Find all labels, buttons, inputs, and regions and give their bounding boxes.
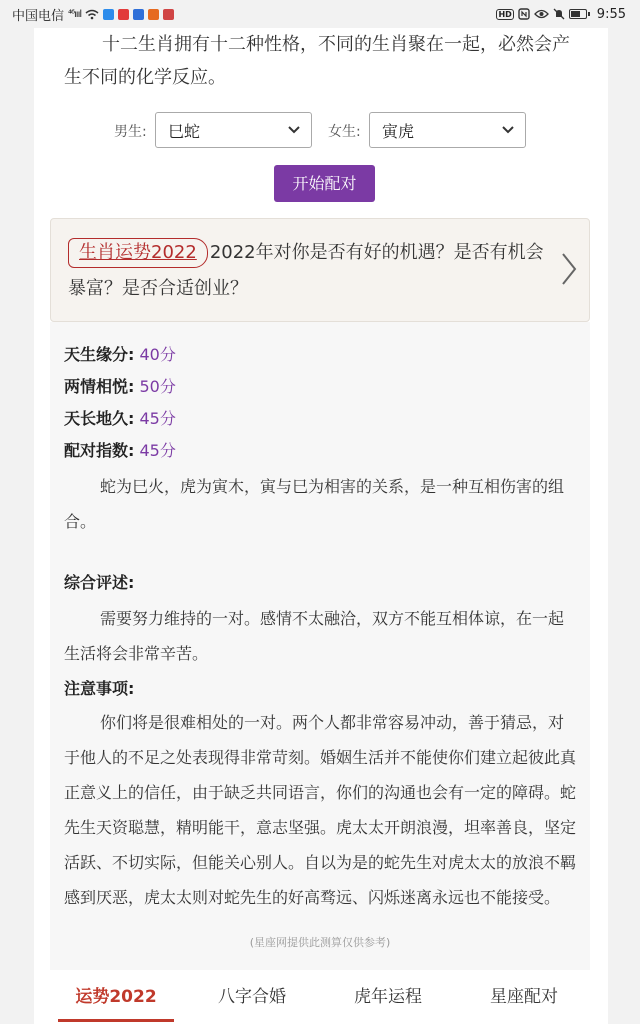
app-notification-icon <box>133 9 144 20</box>
female-zodiac-value: 寅虎 <box>382 122 415 141</box>
status-bar <box>0 0 640 28</box>
summary-text: 需要努力维持的一对。感情不太融洽，双方不能互相体谅，在一起生活将会非常辛苦。 <box>64 609 565 663</box>
hd-badge: HD <box>498 9 512 19</box>
score-item <box>64 339 176 371</box>
score-item <box>64 435 176 467</box>
score-value: 50分 <box>139 377 176 396</box>
notes-text: 你们将是很难相处的一对。两个人都非常容易冲动，善于猜忌，对于他人的不足之处表现得非常苛刻。婚姻生活并不能使你们建立起彼此真正意义上的信任，由于缺乏共同语言，你们的沟通也会有一定的障碍。蛇先生天资聪慧，精明能干，意志坚强。虎太太开朗浪漫，坦率善良，坚定活跃、不切实际，但能关心别人。自以为是的蛇先生对虎太太的放浪不羁感到厌恶，虎太太则对蛇先生的好高骛远、闪烁迷离永远也不能接受。 <box>64 713 577 907</box>
score-label: 天生缘分: <box>64 345 135 364</box>
intro-text: 十二生肖拥有十二种性格，不同的生肖聚在一起，必然会产生不同的化学反应。 <box>64 34 570 88</box>
zodiac-selector <box>34 112 608 148</box>
score-value: 45分 <box>139 409 176 428</box>
page-content <box>34 28 608 1024</box>
battery-icon <box>569 9 587 19</box>
chevron-right-icon <box>559 251 579 287</box>
tab-bazi-marriage[interactable]: 八字合婚 <box>218 987 286 1007</box>
score-label: 配对指数: <box>64 441 135 460</box>
bottom-tab-bar <box>48 978 592 1024</box>
female-zodiac-select[interactable] <box>369 112 526 148</box>
male-zodiac-value: 巳蛇 <box>168 122 201 141</box>
wifi-icon <box>85 9 99 20</box>
tab-constellation-match[interactable]: 星座配对 <box>490 987 558 1007</box>
match-result <box>50 322 590 970</box>
male-label: 男生: <box>114 124 147 140</box>
relationship-intro: 蛇为巳火，虎为寅木，寅与巳为相害的关系，是一种互相伤害的组合。 <box>64 477 565 531</box>
app-notification-icon <box>163 9 174 20</box>
eye-icon <box>534 9 549 19</box>
score-label: 两情相悦: <box>64 377 135 396</box>
score-value: 40分 <box>139 345 176 364</box>
mute-icon <box>553 8 565 20</box>
app-notification-icon <box>118 9 129 20</box>
female-label: 女生: <box>328 124 361 140</box>
fortune-promo-card[interactable] <box>50 218 590 322</box>
app-notification-icon <box>103 9 114 20</box>
tab-tiger-year[interactable]: 虎年运程 <box>354 987 422 1007</box>
male-zodiac-select[interactable] <box>155 112 312 148</box>
score-value: 45分 <box>139 441 176 460</box>
score-item <box>64 403 176 435</box>
source-note: (星座网提供此测算仅供参考) <box>249 936 391 949</box>
summary-heading: 综合评述: <box>64 573 135 592</box>
score-label: 天长地久: <box>64 409 135 428</box>
promo-text-block <box>68 235 558 307</box>
chevron-down-icon <box>286 121 302 137</box>
carrier-name: 中国电信 <box>12 8 65 24</box>
chevron-down-icon <box>500 121 516 137</box>
promo-text: 2022年对你是否有好的机遇？是否有机会暴富？是否合适创业？ <box>68 242 544 299</box>
nfc-icon <box>518 8 530 20</box>
start-match-button[interactable]: 开始配对 <box>274 165 375 202</box>
score-item <box>64 371 176 403</box>
clock: 9:55 <box>596 6 626 22</box>
tab-fortune-2022[interactable]: 运势2022 <box>48 978 184 1024</box>
notes-heading: 注意事项: <box>64 679 135 698</box>
signal-icon: ⁴⁶ıııl <box>68 8 82 20</box>
status-left <box>12 5 174 24</box>
status-right <box>496 7 626 22</box>
app-notification-icon <box>148 9 159 20</box>
promo-tag-link[interactable]: 生肖运势2022 <box>68 238 208 268</box>
